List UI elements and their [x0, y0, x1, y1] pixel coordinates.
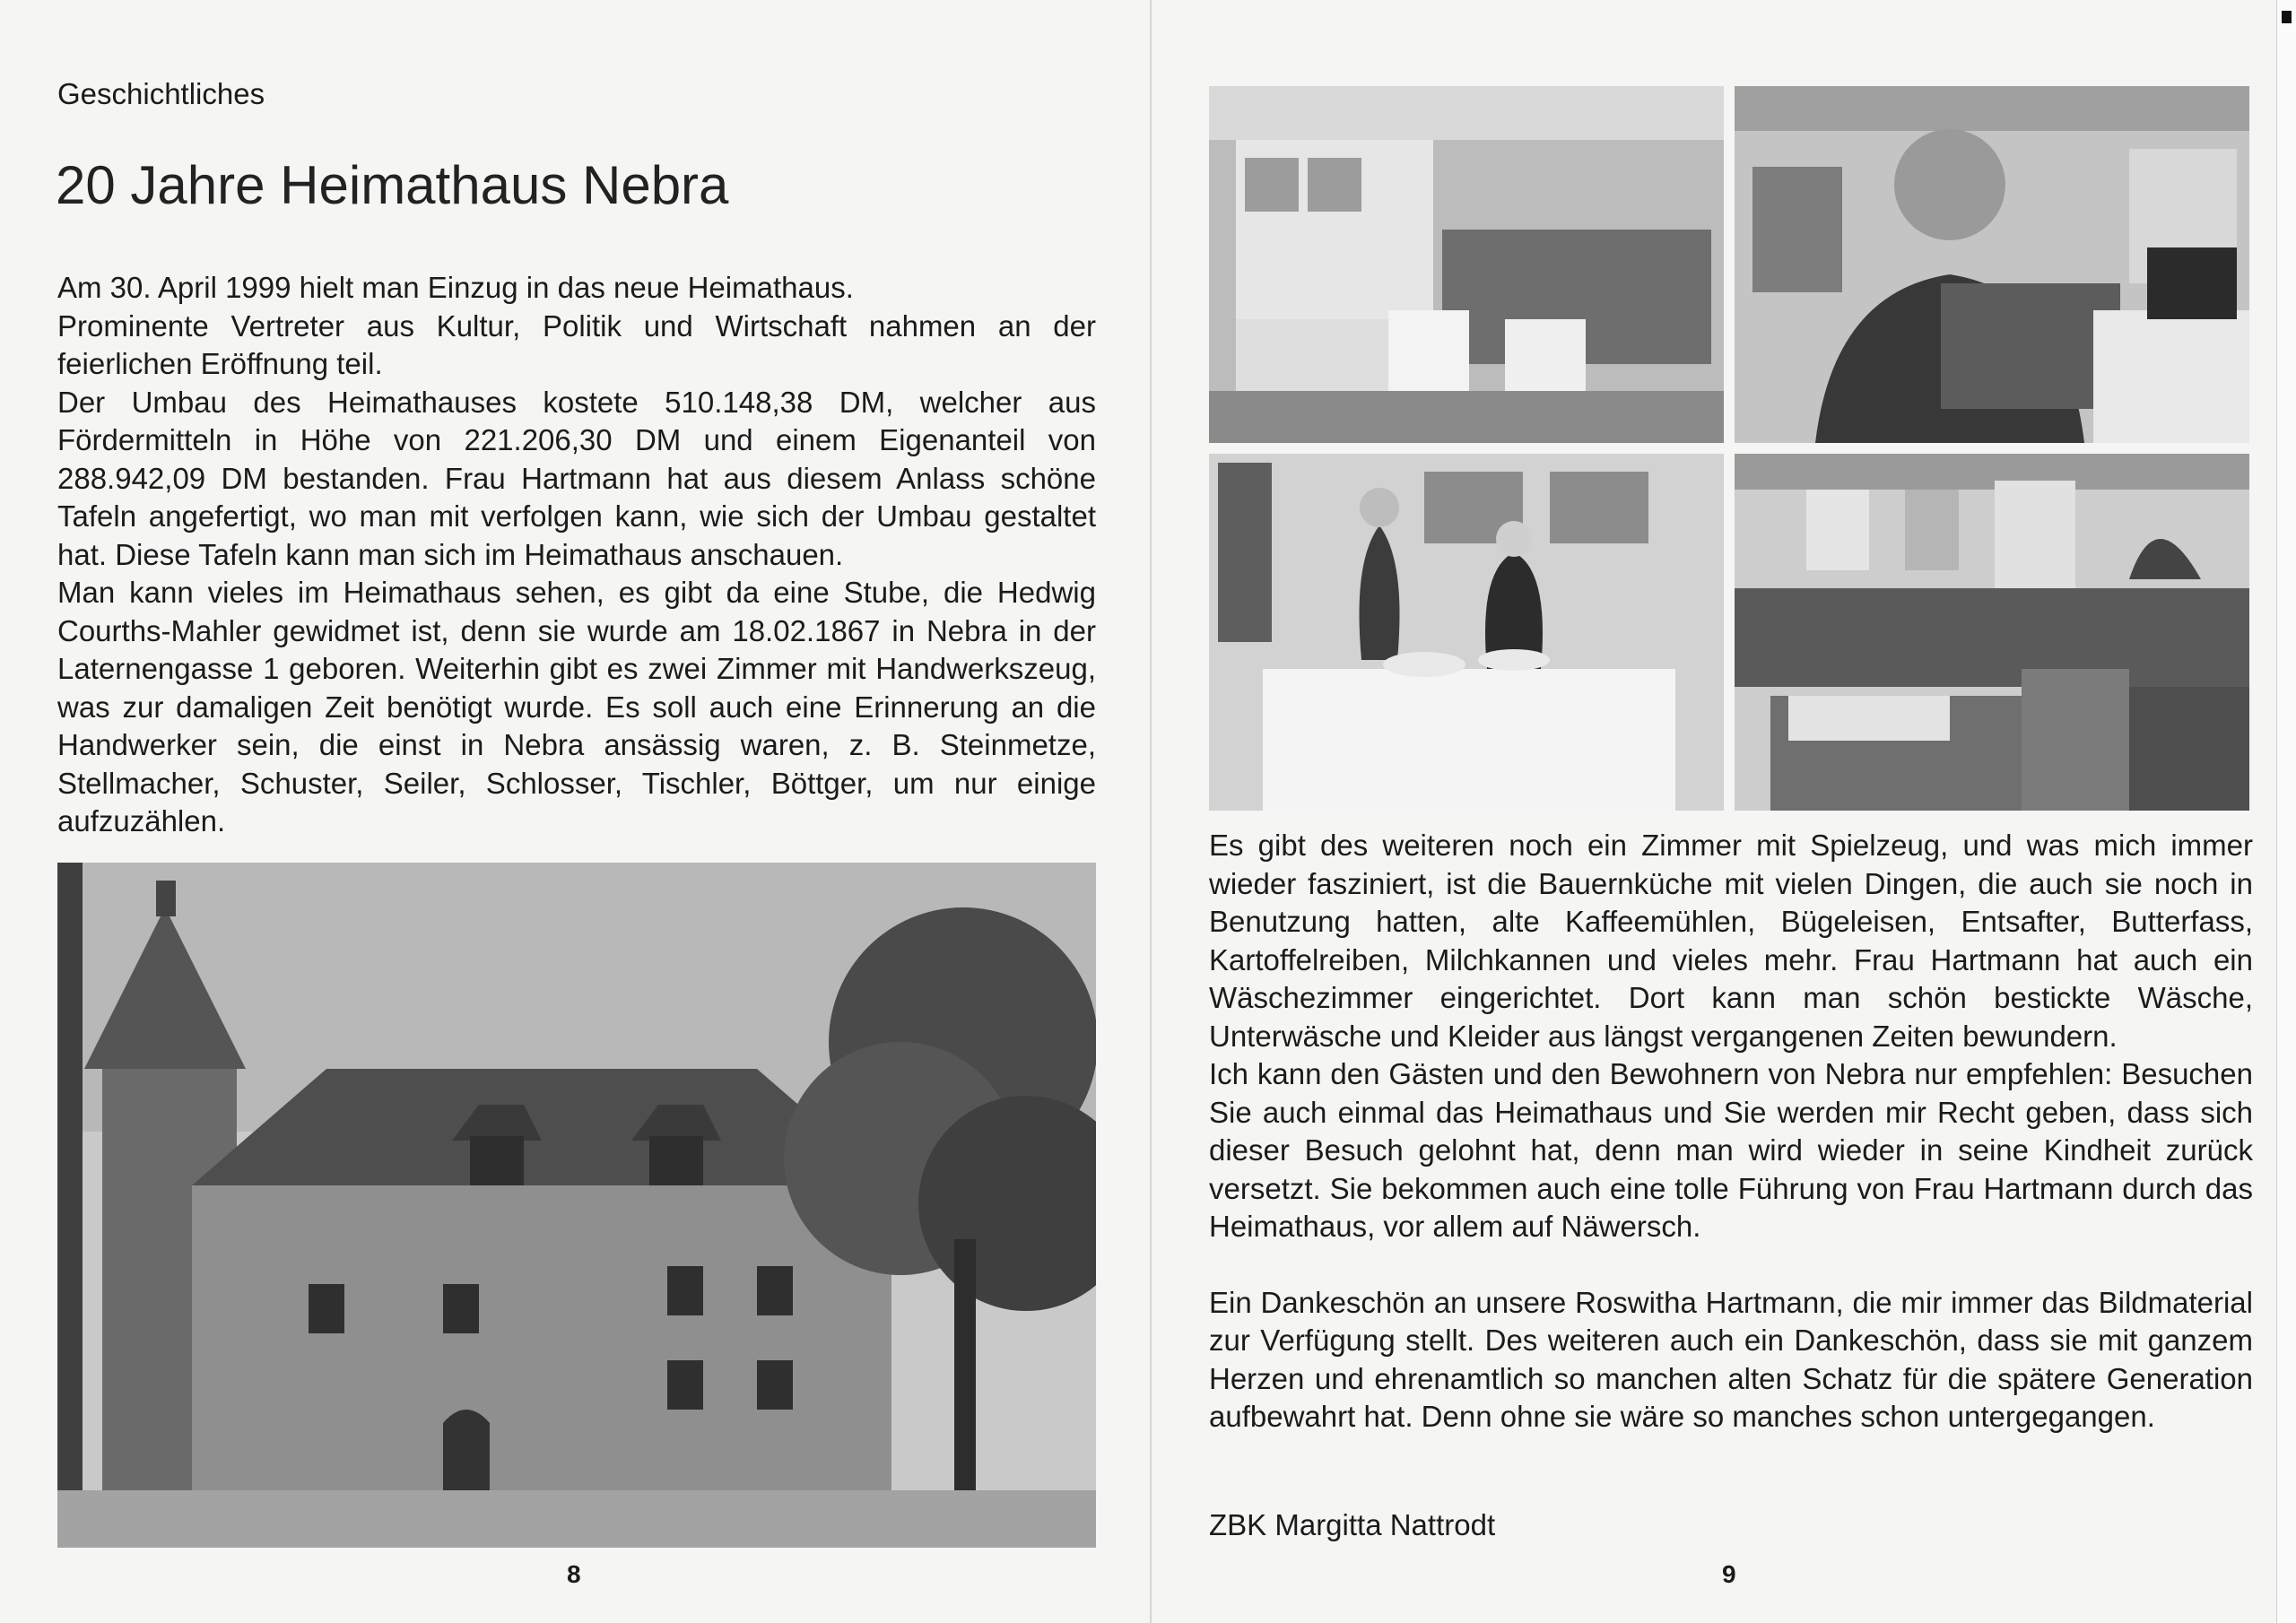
paragraph: Prominente Vertreter aus Kultur, Politik und Wirtschaft nahmen an der feierlichen Eröffnung teil.: [57, 308, 1096, 380]
study-room-photo: [1735, 454, 2249, 811]
article-title: 20 Jahre Heimathaus Nebra: [56, 155, 729, 215]
farm-kitchen-photo: [1209, 86, 1724, 443]
page-number-left: 8: [567, 1560, 581, 1588]
author-signature: ZBK Margitta Nattrodt: [1209, 1508, 1496, 1541]
heimathaus-building-photo: [57, 863, 1096, 1548]
right-body-text: [1209, 827, 2253, 1436]
left-body-text: [57, 269, 1096, 841]
paragraph: Ich kann den Gästen und den Bewohnern von Nebra nur empfehlen: Besuchen Sie auch einmal das Heimathaus und Sie werden mir Recht geben, dass sich dieser Besuch gelohnt hat, denn man wird wieder in seine Kindheit zurück versetzt. Sie bekommen auch eine tolle Führung von Frau Hartmann durch das Heimathaus, vor allem auf Näwersch.: [1209, 1057, 2253, 1243]
paragraph-gap: [1209, 1246, 2253, 1284]
scan-mark: [2282, 11, 2292, 23]
paragraph: Ein Dankeschön an unsere Roswitha Hartmann, die mir immer das Bildmaterial zur Verfügung stellt. Des weiteren auch ein Dankeschön, dass sie mit ganzem Herzen und ehrenamtlich so manchen alten Schatz für die spätere Generation aufbewahrt hat. Denn ohne sie wäre so manches schon untergegangen.: [1209, 1285, 2253, 1433]
woman-reading-photo: [1735, 86, 2249, 443]
page-number-right: 9: [1722, 1560, 1736, 1588]
paragraph: Am 30. April 1999 hielt man Einzug in das neue Heimathaus.: [57, 271, 854, 304]
page-edge: [2276, 0, 2296, 1623]
section-label: Geschichtliches: [57, 77, 265, 110]
dining-room-photo: [1209, 454, 1724, 811]
paragraph: Man kann vieles im Heimathaus sehen, es gibt da eine Stube, die Hedwig Courths-Mahler gewidmet ist, denn sie wurde am 18.02.1867 in Nebra in der Laternengasse 1 geboren. Weiterhin gibt es zwei Zimmer mit Handwerkszeug, was zur damaligen Zeit benötigt wurde. Es soll auch eine Erinnerung an die Handwerker sein, die einst in Nebra ansässig waren, z. B. Steinmetze, Stellmacher, Schuster, Seiler, Schlosser, Tischler, Böttger, um nur einige aufzuzählen.: [57, 576, 1096, 838]
paragraph: Der Umbau des Heimathauses kostete 510.148,38 DM, welcher aus Fördermitteln in Höhe von 221.206,30 DM und einem Eigenanteil von 288.942,09 DM bestanden. Frau Hartmann hat aus diesem Anlass schöne Tafeln angefertigt, wo man mit verfolgen kann, wie sich der Umbau gestaltet hat. Diese Tafeln kann man sich im Heimathaus anschauen.: [57, 385, 1096, 571]
paragraph: Es gibt des weiteren noch ein Zimmer mit Spielzeug, und was mich immer wieder fasziniert, ist die Bauernküche mit vielen Dingen, die auch sie noch in Benutzung hatten, alte Kaffeemühlen, Bügeleisen, Entsafter, Butterfass, Kartoffelreiben, Milchkannen und vieles mehr. Frau Hartmann hat auch ein Wäschezimmer eingerichtet. Dort kann man schön bestickte Wäsche, Unterwäsche und Kleider aus längst vergangenen Zeiten bewundern.: [1209, 829, 2253, 1053]
